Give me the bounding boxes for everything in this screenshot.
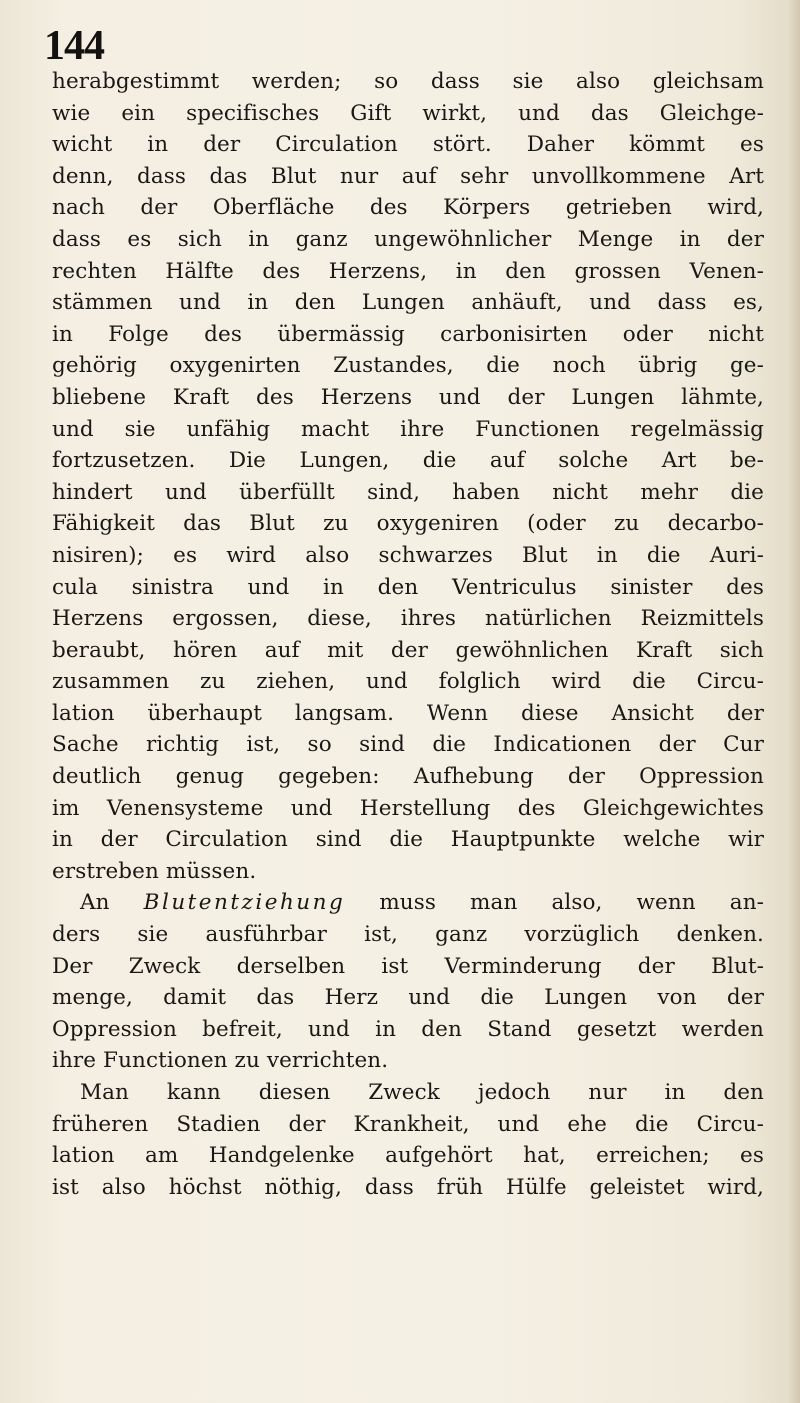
text-line: in der Circulation sind die Hauptpunkte welche wir <box>52 827 764 853</box>
text-line: rechten Hälfte des Herzens, in den grossen Venen- <box>52 258 764 284</box>
text-line: dass es sich in ganz ungewöhnlicher Menge in der <box>52 226 764 252</box>
paragraph-lead-rest: muss man also, wenn an- <box>379 890 765 916</box>
text-line: im Venensysteme und Herstellung des Gleichgewichtes <box>52 795 764 821</box>
text-line: wie ein specifisches Gift wirkt, und das Gleichge- <box>52 100 764 126</box>
text-line: ist also höchst nöthig, dass früh Hülfe geleistet wird, <box>52 1174 764 1200</box>
text-line: ders sie ausführbar ist, ganz vorzüglich denken. <box>52 922 764 948</box>
text-line: nisiren); es wird also schwarzes Blut in die Auri- <box>52 542 764 568</box>
text-line <box>52 887 764 919</box>
text-line: Fähigkeit das Blut zu oxygeniren (oder zu decarbo- <box>52 511 764 537</box>
text-line: fortzusetzen. Die Lungen, die auf solche Art be- <box>52 448 764 474</box>
text-line: cula sinistra und in den Ventriculus sinister des <box>52 574 764 600</box>
text-line: Der Zweck derselben ist Verminderung der Blut- <box>52 953 764 979</box>
text-line: früheren Stadien der Krankheit, und ehe die Circu- <box>52 1111 764 1137</box>
emphasized-term: Blutentziehung <box>143 890 346 916</box>
text-line: Man kann diesen Zweck jedoch nur in den <box>80 1080 764 1105</box>
text-line: beraubt, hören auf mit der gewöhnlichen Kraft sich <box>52 637 764 663</box>
text-line: in Folge des übermässig carbonisirten oder nicht <box>52 321 764 347</box>
paragraph-lead: An <box>80 890 110 916</box>
text-line: Oppression befreit, und in den Stand gesetzt werden <box>52 1016 764 1042</box>
text-line: gehörig oxygenirten Zustandes, die noch übrig ge- <box>52 353 764 379</box>
text-line: denn, dass das Blut nur auf sehr unvollkommene Art <box>52 163 764 189</box>
page-edge-shadow <box>788 0 800 1403</box>
text-line: lation am Handgelenke aufgehört hat, erreichen; es <box>52 1143 764 1169</box>
text-line: zusammen zu ziehen, und folglich wird die Circu- <box>52 669 764 695</box>
text-line: herabgestimmt werden; so dass sie also gleichsam <box>52 69 764 94</box>
text-line: Herzens ergossen, diese, ihres natürlichen Reizmittels <box>52 606 764 632</box>
text-line: hindert und überfüllt sind, haben nicht mehr die <box>52 479 764 505</box>
text-line: bliebene Kraft des Herzens und der Lungen lähmte, <box>52 384 764 410</box>
body-text <box>52 66 764 1203</box>
text-line: deutlich genug gegeben: Aufhebung der Oppression <box>52 764 764 790</box>
text-line: wicht in der Circulation stört. Daher kömmt es <box>52 132 764 158</box>
text-line: ihre Functionen zu verrichten. <box>52 1048 389 1074</box>
text-line: menge, damit das Herz und die Lungen von der <box>52 985 764 1011</box>
page-number: 144 <box>44 23 104 69</box>
text-line: erstreben müssen. <box>52 858 257 884</box>
text-line: lation überhaupt langsam. Wenn diese Ansicht der <box>52 700 764 726</box>
text-line: stämmen und in den Lungen anhäuft, und dass es, <box>52 290 764 316</box>
text-line: und sie unfähig macht ihre Functionen regelmässig <box>52 416 764 442</box>
text-line: Sache richtig ist, so sind die Indicationen der Cur <box>52 732 764 758</box>
text-line: nach der Oberfläche des Körpers getrieben wird, <box>52 195 764 221</box>
